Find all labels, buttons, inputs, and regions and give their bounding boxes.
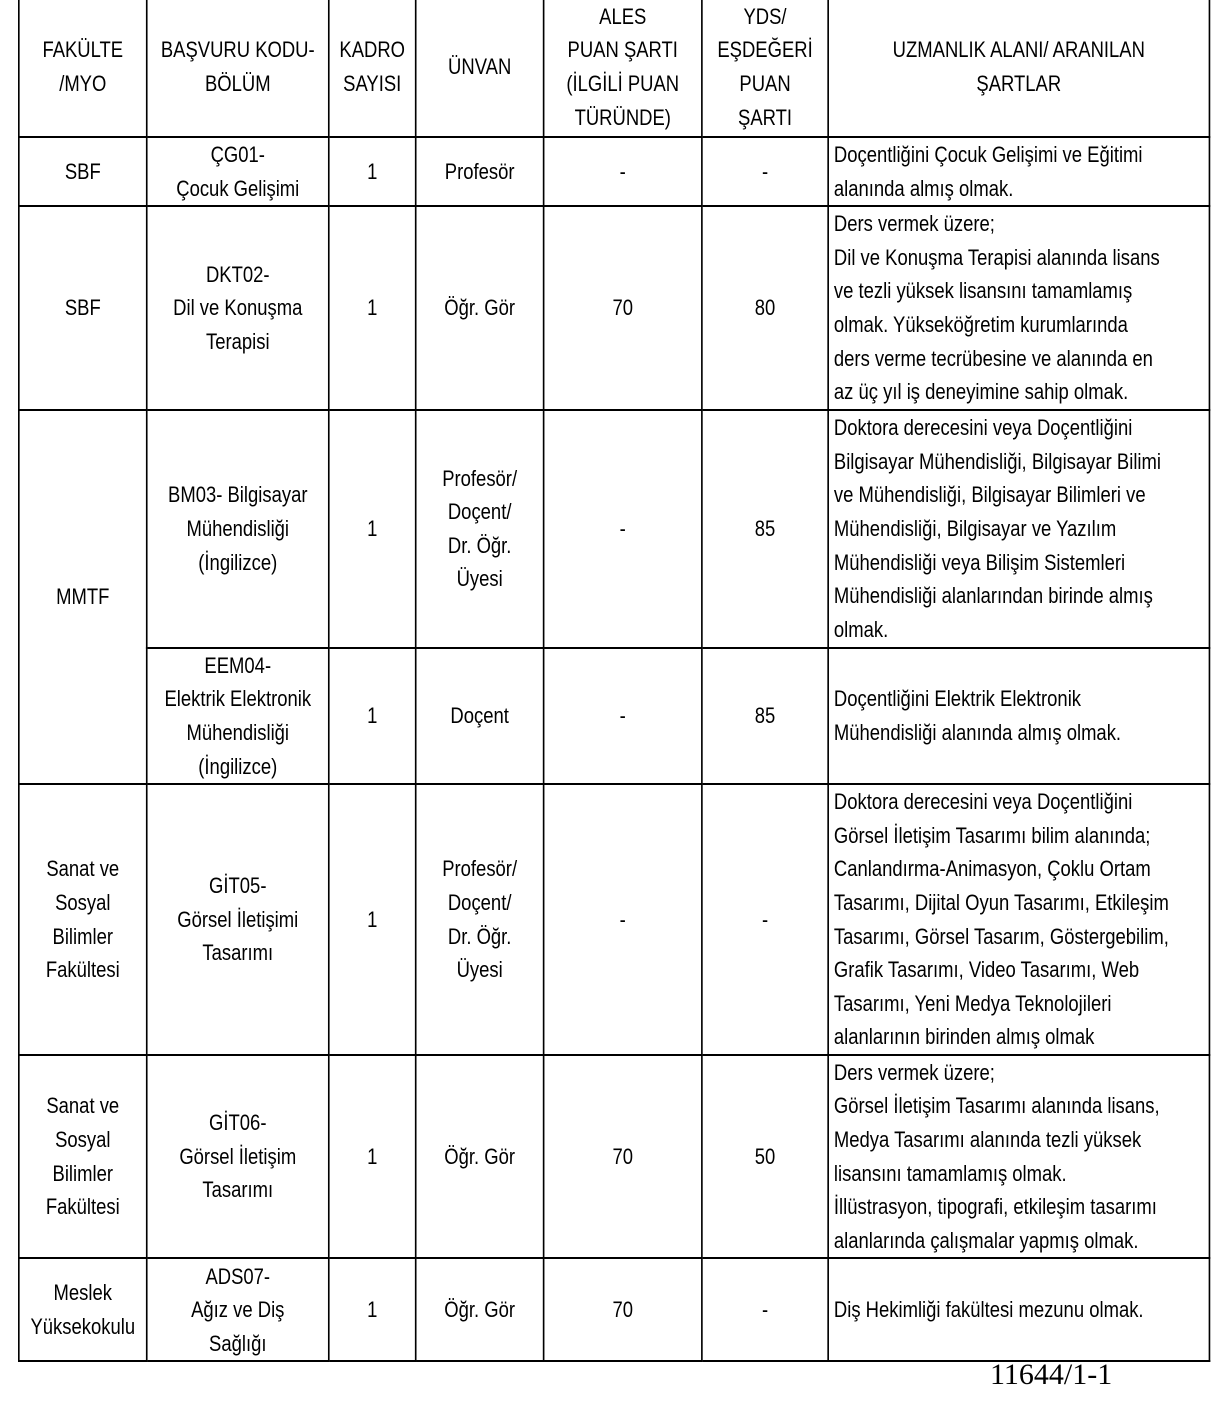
table-row	[19, 1055, 1210, 1259]
position-table-wrapper	[18, 0, 1210, 1362]
header-requirements: UZMANLIK ALANI/ ARANILAN ŞARTLAR	[828, 0, 1209, 137]
faculty-cell: Meslek Yüksekokulu	[19, 1258, 147, 1361]
table-row	[19, 648, 1210, 784]
title-cell: Öğr. Gör	[416, 1055, 544, 1259]
ales-cell: -	[544, 410, 702, 648]
code-cell: EEM04- Elektrik Elektronik Mühendisliği (İngilizce)	[147, 648, 329, 784]
table-row	[19, 206, 1210, 410]
document-number: 11644/1-1	[990, 1358, 1113, 1391]
requirements-cell: Doçentliğini Elektrik Elektronik Mühendisliği alanında almış olmak.	[828, 648, 1209, 784]
header-title: ÜNVAN	[416, 0, 544, 137]
ales-cell: 70	[544, 1258, 702, 1361]
ales-cell: -	[544, 784, 702, 1055]
yds-cell: -	[702, 1258, 828, 1361]
table-row	[19, 784, 1210, 1055]
count-cell: 1	[329, 648, 416, 784]
title-cell: Profesör	[416, 137, 544, 206]
code-cell: GİT05- Görsel İletişimi Tasarımı	[147, 784, 329, 1055]
code-cell: BM03- Bilgisayar Mühendisliği (İngilizce)	[147, 410, 329, 648]
header-code: BAŞVURU KODU- BÖLÜM	[147, 0, 329, 137]
academic-positions-table	[18, 0, 1210, 1362]
yds-cell: 85	[702, 648, 828, 784]
table-row	[19, 410, 1210, 648]
requirements-cell: Diş Hekimliği fakültesi mezunu olmak.	[828, 1258, 1209, 1361]
code-cell: ADS07- Ağız ve Diş Sağlığı	[147, 1258, 329, 1361]
code-cell: GİT06- Görsel İletişim Tasarımı	[147, 1055, 329, 1259]
yds-cell: 50	[702, 1055, 828, 1259]
header-faculty: FAKÜLTE /MYO	[19, 0, 147, 137]
requirements-cell: Doktora derecesini veya Doçentliğini Görsel İletişim Tasarımı bilim alanında; Canlandırma-Animasyon, Çoklu Ortam Tasarımı, Dijital Oyun Tasarımı, Etkileşim Tasarımı, Görsel Tasarım, Göstergebilim, Grafik Tasarımı, Video Tasarımı, Web Tasarımı, Yeni Medya Teknolojileri alanlarının birinden almış olmak	[828, 784, 1209, 1055]
yds-cell: 85	[702, 410, 828, 648]
faculty-cell: SBF	[19, 137, 147, 206]
title-cell: Profesör/ Doçent/ Dr. Öğr. Üyesi	[416, 784, 544, 1055]
count-cell: 1	[329, 206, 416, 410]
count-cell: 1	[329, 410, 416, 648]
count-cell: 1	[329, 1258, 416, 1361]
requirements-cell: Doktora derecesini veya Doçentliğini Bilgisayar Mühendisliği, Bilgisayar Bilimi ve Mühendisliği, Bilgisayar Bilimleri ve Mühendisliği, Bilgisayar ve Yazılım Mühendisliği veya Bilişim Sistemleri Mühendisliği alanlarından birinde almış olmak.	[828, 410, 1209, 648]
title-cell: Profesör/ Doçent/ Dr. Öğr. Üyesi	[416, 410, 544, 648]
table-header-row	[19, 0, 1210, 137]
header-count: KADRO SAYISI	[329, 0, 416, 137]
yds-cell: -	[702, 137, 828, 206]
faculty-cell: Sanat ve Sosyal Bilimler Fakültesi	[19, 1055, 147, 1259]
count-cell: 1	[329, 137, 416, 206]
yds-cell: -	[702, 784, 828, 1055]
title-cell: Öğr. Gör	[416, 1258, 544, 1361]
count-cell: 1	[329, 784, 416, 1055]
ales-cell: 70	[544, 206, 702, 410]
count-cell: 1	[329, 1055, 416, 1259]
header-ales: ALES PUAN ŞARTI (İLGİLİ PUAN TÜRÜNDE)	[544, 0, 702, 137]
requirements-cell: Doçentliğini Çocuk Gelişimi ve Eğitimi alanında almış olmak.	[828, 137, 1209, 206]
requirements-cell: Ders vermek üzere; Görsel İletişim Tasarımı alanında lisans, Medya Tasarımı alanında tezli yüksek lisansını tamamlamış olmak. İllüstrasyon, tipografi, etkileşim tasarımı alanlarında çalışmalar yapmış olmak.	[828, 1055, 1209, 1259]
faculty-cell: Sanat ve Sosyal Bilimler Fakültesi	[19, 784, 147, 1055]
title-cell: Öğr. Gör	[416, 206, 544, 410]
requirements-cell: Ders vermek üzere; Dil ve Konuşma Terapisi alanında lisans ve tezli yüksek lisansını tamamlamış olmak. Yükseköğretim kurumlarında ders verme tecrübesine ve alanında en az üç yıl iş deneyimine sahip olmak.	[828, 206, 1209, 410]
table-row	[19, 1258, 1210, 1361]
code-cell: ÇG01- Çocuk Gelişimi	[147, 137, 329, 206]
yds-cell: 80	[702, 206, 828, 410]
title-cell: Doçent	[416, 648, 544, 784]
ales-cell: -	[544, 137, 702, 206]
faculty-cell: MMTF	[19, 410, 147, 784]
header-yds: YDS/ EŞDEĞERİ PUAN ŞARTI	[702, 0, 828, 137]
ales-cell: 70	[544, 1055, 702, 1259]
code-cell: DKT02- Dil ve Konuşma Terapisi	[147, 206, 329, 410]
table-row	[19, 137, 1210, 206]
faculty-cell: SBF	[19, 206, 147, 410]
ales-cell: -	[544, 648, 702, 784]
